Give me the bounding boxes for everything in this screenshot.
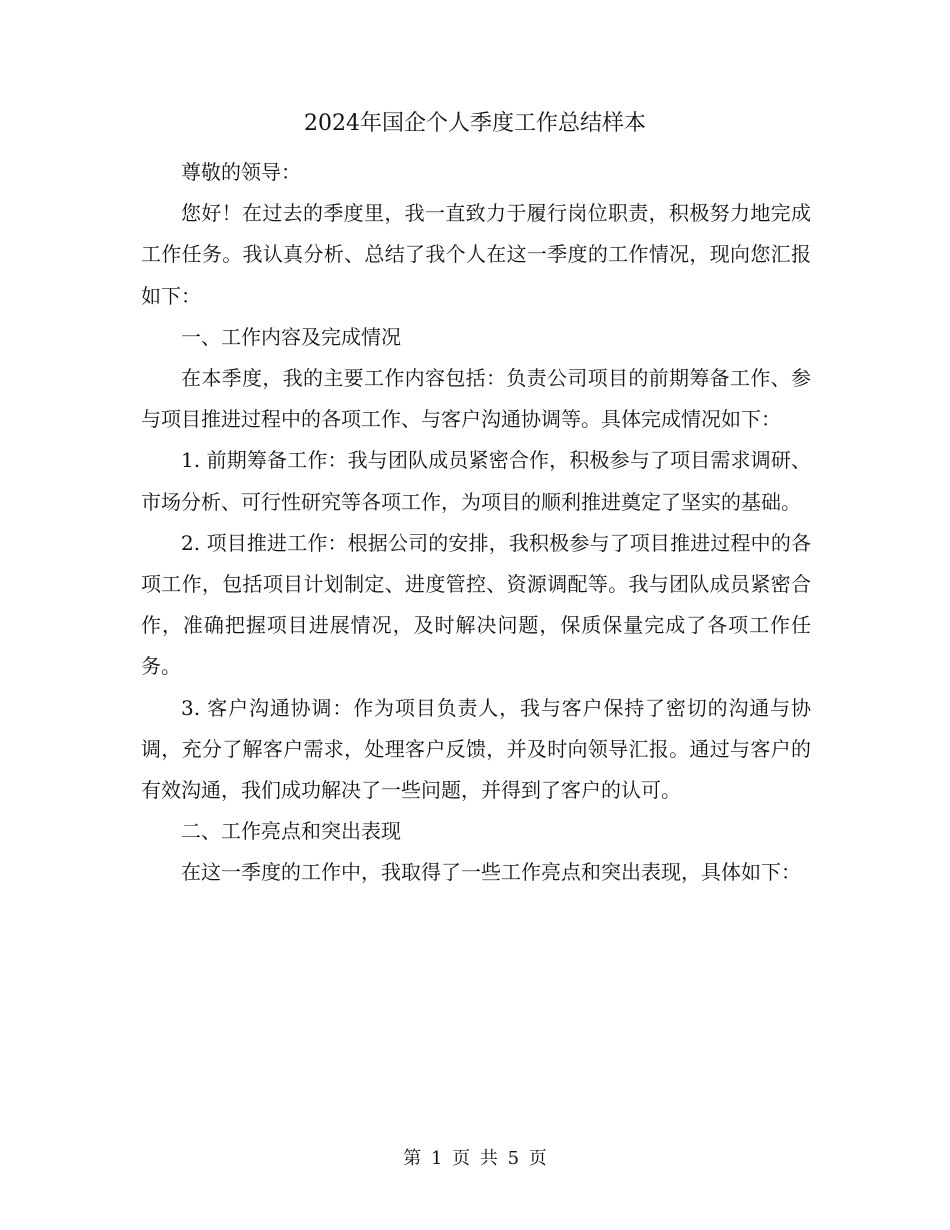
section-heading-1: 一、工作内容及完成情况	[181, 324, 401, 349]
section-heading-2: 二、工作亮点和突出表现	[181, 819, 401, 844]
salutation: 尊敬的领导：	[181, 160, 301, 184]
item-2-paragraph: 2. 项目推进工作：根据公司的安排，我积极参与了项目推进过程中的各项工作，包括项目计划制定、进度管控、资源调配等。我与团队成员紧密合作，准确把握项目进展情况，及时解决问题，保质保量完成了各项工作任务。	[141, 530, 811, 679]
intro-paragraph: 您好！在过去的季度里，我一直致力于履行岗位职责，积极努力地完成工作任务。我认真分析、总结了我个人在这一季度的工作情况，现向您汇报如下：	[141, 201, 811, 308]
section-2-intro: 在这一季度的工作中，我取得了一些工作亮点和突出表现，具体如下：	[181, 860, 801, 885]
document-body	[141, 152, 811, 894]
section-1-intro: 在本季度，我的主要工作内容包括：负责公司项目的前期筹备工作、参与项目推进过程中的各项工作、与客户沟通协调等。具体完成情况如下：	[141, 366, 811, 432]
item-1-paragraph: 1. 前期筹备工作：我与团队成员紧密合作，积极参与了项目需求调研、市场分析、可行性研究等各项工作，为项目的顺利推进奠定了坚实的基础。	[141, 448, 811, 514]
page-number-footer: 第 1 页 共 5 页	[403, 1148, 547, 1169]
item-3-paragraph: 3. 客户沟通协调：作为项目负责人，我与客户保持了密切的沟通与协调，充分了解客户需求，处理客户反馈，并及时向领导汇报。通过与客户的有效沟通，我们成功解决了一些问题，并得到了客户的认可。	[141, 695, 811, 803]
document-title: 2024年国企个人季度工作总结样本	[304, 111, 646, 136]
